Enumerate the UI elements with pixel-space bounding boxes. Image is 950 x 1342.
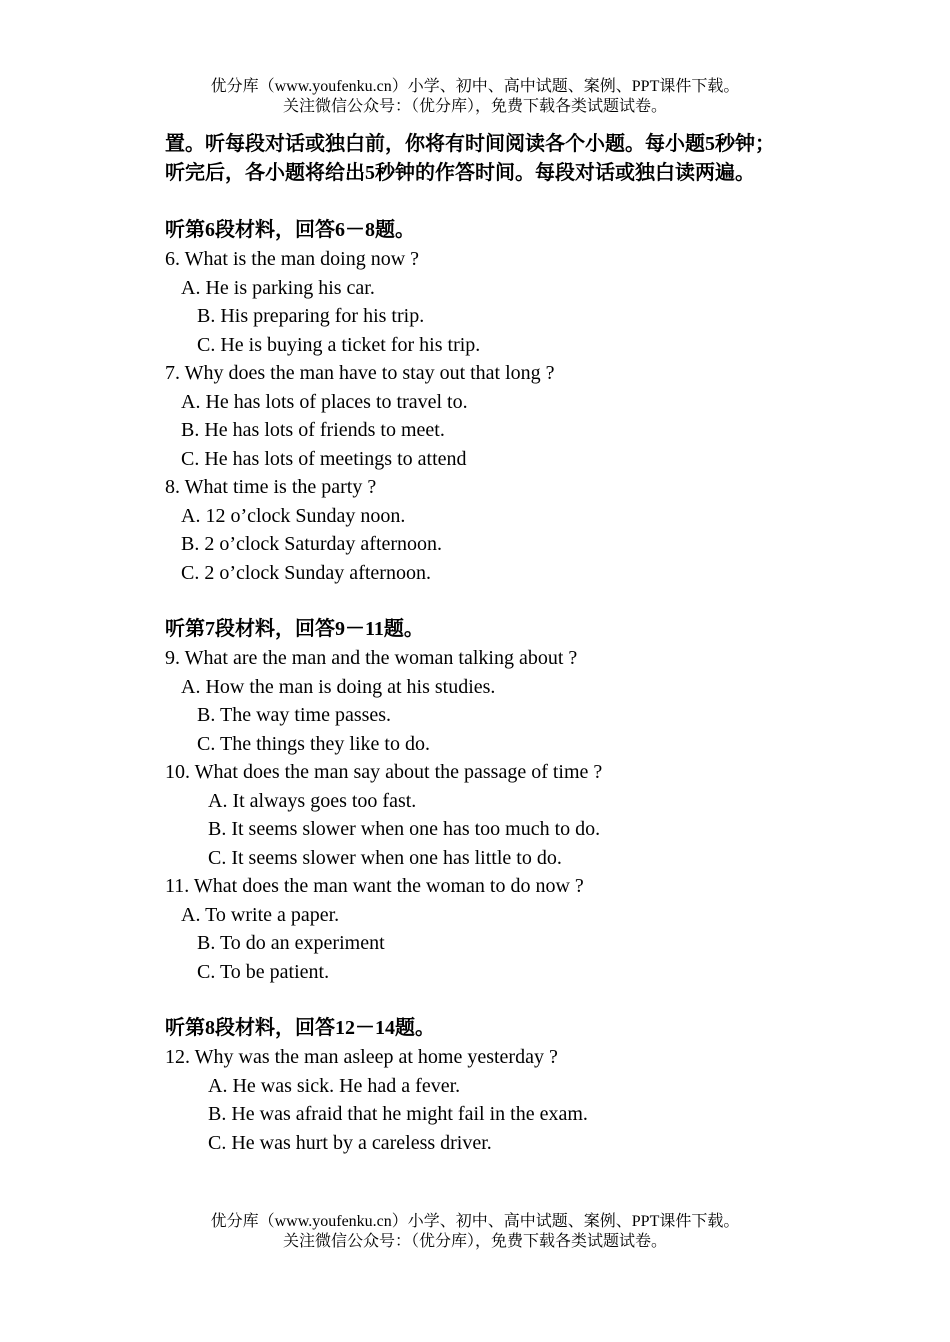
option-7b: B. He has lots of friends to meet. <box>181 419 445 441</box>
option-11b: B. To do an experiment <box>197 932 385 954</box>
header-line-1: 优分库（www.youfenku.cn）小学、初中、高中试题、案例、PPT课件下载。 <box>210 78 740 95</box>
option-10a: A. It always goes too fast. <box>208 789 417 812</box>
option-12a: A. He was sick. He had a fever. <box>208 1074 461 1097</box>
question-11: 11. What does the man want the woman to do now ? <box>165 875 584 897</box>
question-10: 10. What does the man say about the passage of time ? <box>165 761 603 783</box>
option-8a: A. 12 o’clock Sunday noon. <box>181 504 406 527</box>
option-9c: C. The things they like to do. <box>197 732 430 755</box>
footer-line-1: 优分库（www.youfenku.cn）小学、初中、高中试题、案例、PPT课件下载。 <box>210 1213 740 1230</box>
option-9a: A. How the man is doing at his studies. <box>181 675 496 698</box>
option-8b: B. 2 o’clock Saturday afternoon. <box>181 533 443 555</box>
option-9b: B. The way time passes. <box>197 704 392 726</box>
option-11c: C. To be patient. <box>197 960 330 983</box>
section-material-6 <box>165 216 790 587</box>
option-12c: C. He was hurt by a careless driver. <box>208 1131 492 1154</box>
option-10b: B. It seems slower when one has too much to do. <box>208 818 601 840</box>
footer-line-2: 关注微信公众号：（优分库），免费下载各类试题试卷。 <box>282 1233 667 1250</box>
page-footer <box>0 1212 950 1252</box>
question-6: 6. What is the man doing now ? <box>165 248 420 270</box>
section-title: 听第8段材料，回答12－14题。 <box>165 1017 435 1039</box>
option-8c: C. 2 o’clock Sunday afternoon. <box>181 561 431 584</box>
option-11a: A. To write a paper. <box>181 903 340 926</box>
section-title: 听第6段材料，回答6－8题。 <box>165 219 415 241</box>
section-material-7 <box>165 615 790 986</box>
option-7a: A. He has lots of places to travel to. <box>181 390 468 413</box>
document-body <box>165 130 790 1157</box>
question-7: 7. Why does the man have to stay out that long ? <box>165 362 555 384</box>
option-10c: C. It seems slower when one has little to do. <box>208 846 562 869</box>
option-6c: C. He is buying a ticket for his trip. <box>197 333 481 356</box>
instructions-paragraph: 置。听每段对话或独白前，你将有时间阅读各个小题。每小题5秒钟；听完后，各小题将给出5秒钟的作答时间。每段对话或独白读两遍。 <box>165 133 775 184</box>
option-12b: B. He was afraid that he might fail in the exam. <box>208 1103 588 1125</box>
page-header <box>0 77 950 117</box>
question-12: 12. Why was the man asleep at home yesterday ? <box>165 1046 558 1068</box>
section-material-8 <box>165 1014 790 1157</box>
option-7c: C. He has lots of meetings to attend <box>181 447 467 470</box>
option-6a: A. He is parking his car. <box>181 276 375 299</box>
question-8: 8. What time is the party ? <box>165 476 377 498</box>
section-title: 听第7段材料，回答9－11题。 <box>165 618 424 640</box>
question-9: 9. What are the man and the woman talking about ? <box>165 647 578 669</box>
option-6b: B. His preparing for his trip. <box>197 305 425 327</box>
header-line-2: 关注微信公众号：（优分库），免费下载各类试题试卷。 <box>282 98 667 115</box>
